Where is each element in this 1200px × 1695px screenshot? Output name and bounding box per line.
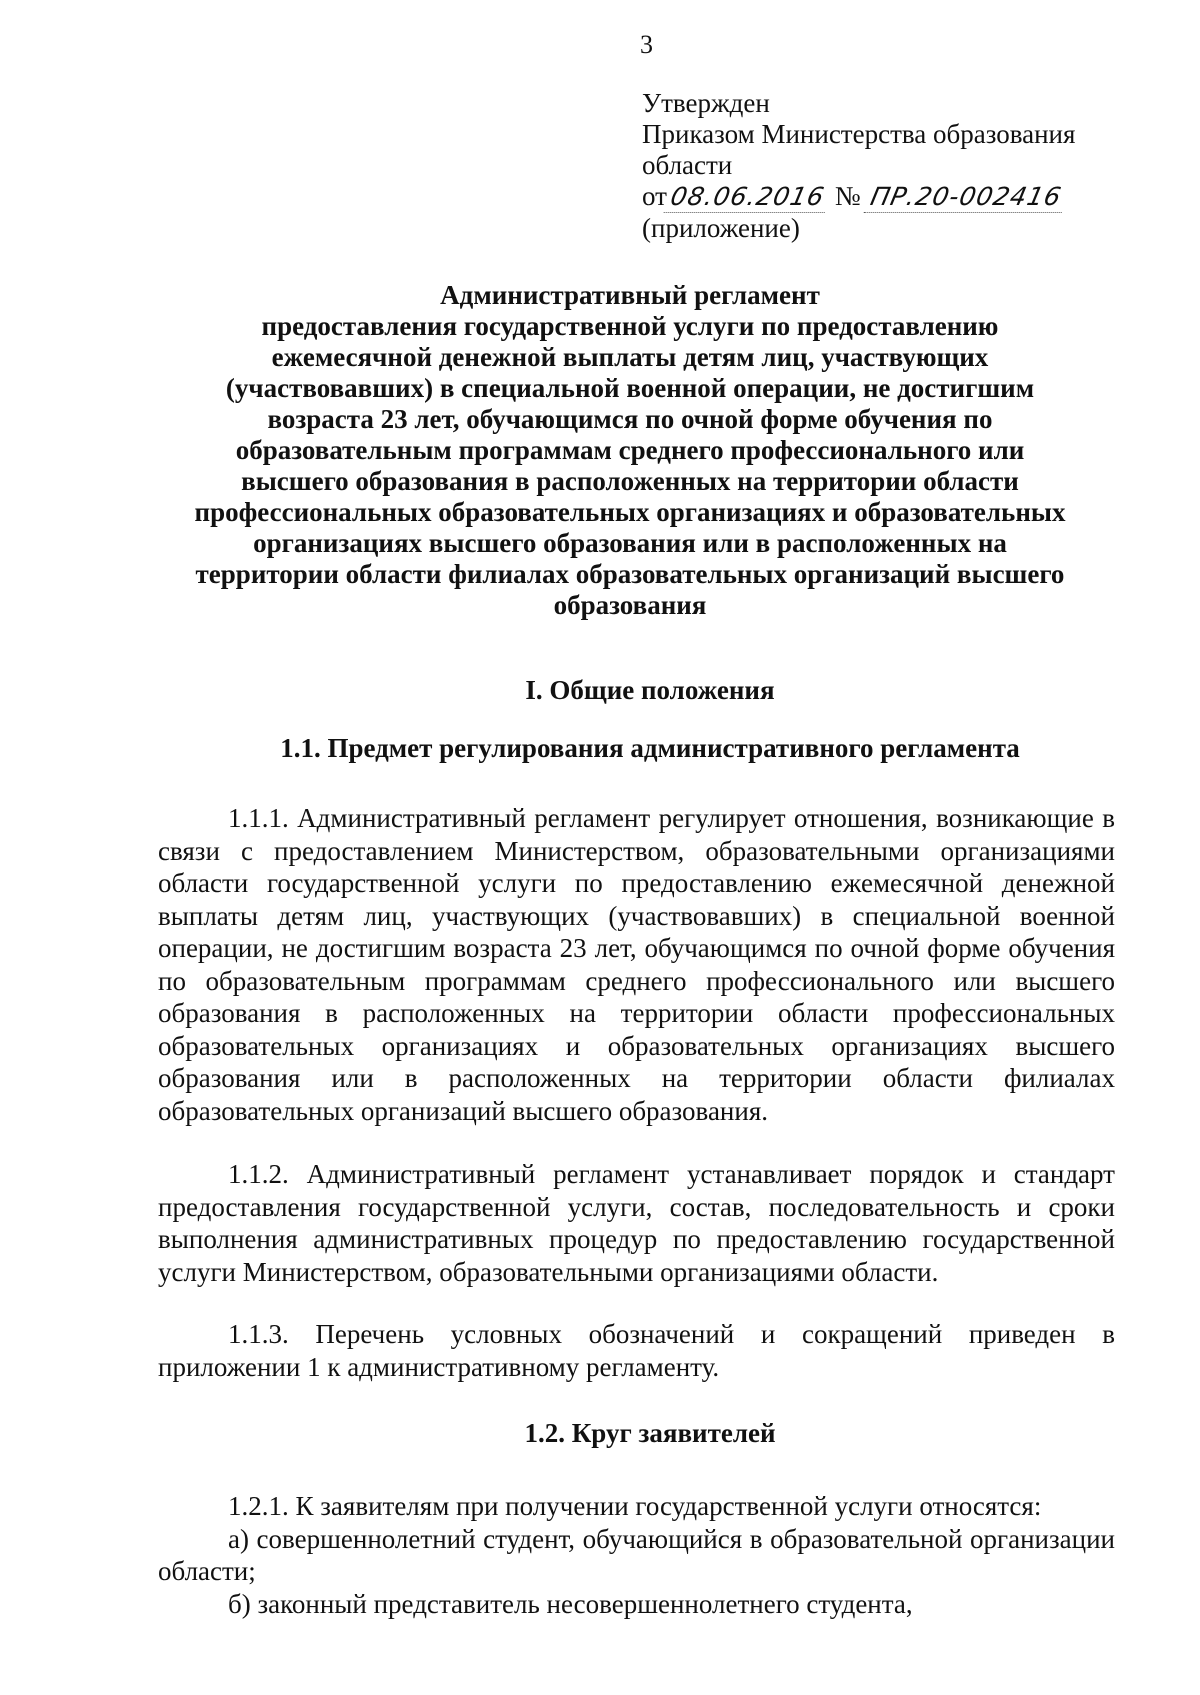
approval-block bbox=[642, 88, 1075, 244]
title-line: высшего образования в расположенных на территории области bbox=[241, 466, 1019, 496]
paragraph-1-2-1: 1.2.1. К заявителям при получении государственной услуги относятся: bbox=[228, 1491, 1042, 1521]
section-heading: I. Общие положения bbox=[525, 675, 775, 705]
approval-line-order: Приказом Министерства образования bbox=[642, 119, 1076, 149]
document-title bbox=[175, 280, 1085, 621]
paragraph-1-1-1-block bbox=[158, 802, 1115, 1127]
applicants-block bbox=[158, 1490, 1115, 1620]
paragraph-1-1-3-block bbox=[158, 1318, 1115, 1383]
title-line: (участвовавших) в специальной военной операции, не достигшим bbox=[225, 373, 1035, 403]
from-prefix: от bbox=[642, 181, 667, 211]
title-line: территории области филиалах образовательных организаций высшего bbox=[195, 559, 1065, 589]
paragraph-1-1-3: 1.1.3. Перечень условных обозначений и сокращений приведен в приложении 1 к административному регламенту. bbox=[158, 1319, 1115, 1382]
paragraph-1-1-2-block bbox=[158, 1158, 1115, 1288]
approval-line-date-number bbox=[642, 181, 1075, 213]
approval-line-approved: Утвержден bbox=[642, 88, 770, 118]
title-line: профессиональных образовательных организациях и образовательных bbox=[194, 497, 1066, 527]
subsection-heading-1-2: 1.2. Круг заявителей bbox=[524, 1418, 776, 1448]
number-sign: № bbox=[834, 181, 861, 211]
handwritten-date: 08.06.2016 bbox=[664, 181, 832, 213]
title-line: образовательным программам среднего профессионального или bbox=[235, 435, 1025, 465]
list-item-a: а) совершеннолетний студент, обучающийся в образовательной организации области; bbox=[158, 1523, 1115, 1586]
list-item-b: б) законный представитель несовершеннолетнего студента, bbox=[228, 1588, 913, 1619]
title-line: Административный регламент bbox=[440, 280, 820, 310]
page-number: 3 bbox=[640, 30, 653, 59]
approval-line-region: области bbox=[642, 150, 733, 180]
title-line: ежемесячной денежной выплаты детям лиц, участвующих bbox=[271, 342, 989, 372]
subsection-heading-1-1: 1.1. Предмет регулирования административного регламента bbox=[280, 733, 1020, 763]
paragraph-1-1-1: 1.1.1. Административный регламент регулирует отношения, возникающие в связи с предоставлением Министерством, образовательными организациями области государственной услуги по предоставлению ежемесячной денежной выплаты детям лиц, участвующих (участвовавших) в специальной военной операции, не достигшим возраста 23 лет, обучающимся по очной форме обучения по образовательным программам среднего профессионального или высшего образования в расположенных на территории области профессиональных образовательных организациях и образовательных организациях высшего образования или в расположенных на территории области филиалах образовательных организаций высшего образования. bbox=[158, 803, 1115, 1126]
approval-line-appendix: (приложение) bbox=[642, 213, 800, 243]
paragraph-1-1-2: 1.1.2. Административный регламент устанавливает порядок и стандарт предоставления государственной услуги, состав, последовательность и сроки выполнения административных процедур по предоставлению государственной услуги Министерством, образовательными организациями области. bbox=[158, 1159, 1115, 1287]
title-line: организациях высшего образования или в расположенных на bbox=[253, 528, 1007, 558]
title-line: предоставления государственной услуги по предоставлению bbox=[261, 311, 999, 341]
title-line: образования bbox=[553, 590, 707, 620]
handwritten-order-number: ПР.20-002416 bbox=[864, 181, 1069, 213]
title-line: возраста 23 лет, обучающимся по очной форме обучения по bbox=[267, 404, 993, 434]
